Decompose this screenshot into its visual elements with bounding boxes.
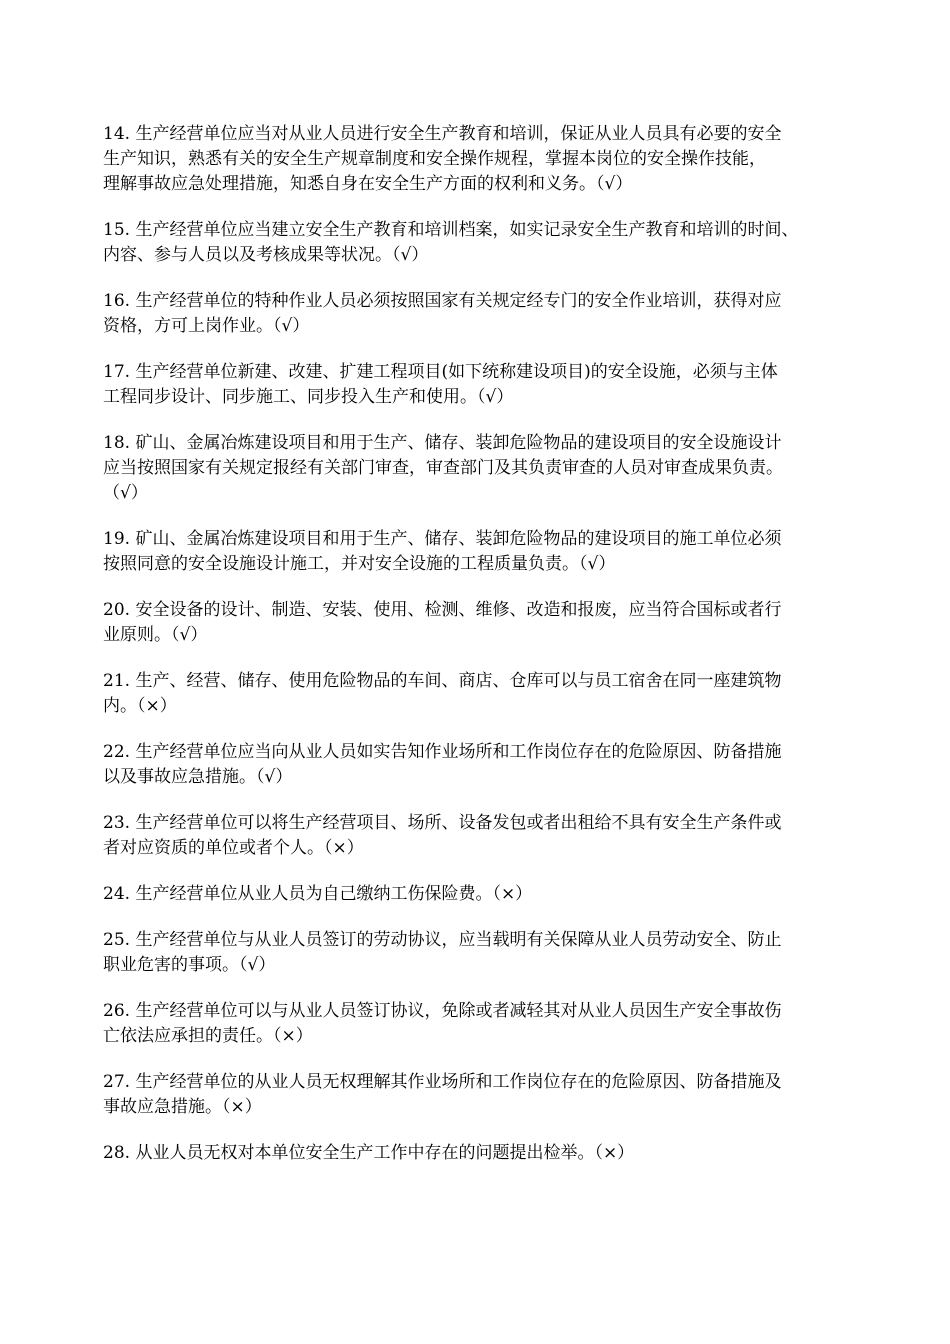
question-text-line: 18. 矿山、金属冶炼建设项目和用于生产、储存、装卸危险物品的建设项目的安全设施设计	[103, 433, 782, 453]
question-list	[103, 122, 873, 1187]
question-text-line: 27. 生产经营单位的从业人员无权理解其作业场所和工作岗位存在的危险原因、防备措施及	[103, 1072, 782, 1092]
question-text-line: 内。（×）	[103, 696, 177, 716]
question-item	[103, 527, 873, 577]
question-text-line: 25. 生产经营单位与从业人员签订的劳动协议，应当载明有关保障从业人员劳动安全、防止	[103, 930, 782, 950]
question-text-line: 生产知识，熟悉有关的安全生产规章制度和安全操作规程，掌握本岗位的安全操作技能，	[103, 149, 766, 169]
question-text-line: 事故应急措施。（×）	[103, 1097, 262, 1117]
question-item	[103, 1070, 873, 1120]
question-item	[103, 598, 873, 648]
question-text-line: 15. 生产经营单位应当建立安全生产教育和培训档案，如实记录安全生产教育和培训的时间、	[103, 220, 799, 240]
question-text-line: 者对应资质的单位或者个人。（×）	[103, 838, 364, 858]
question-text-line: 28. 从业人员无权对本单位安全生产工作中存在的问题提出检举。（×）	[103, 1143, 635, 1163]
question-text-line: 应当按照国家有关规定报经有关部门审查，审查部门及其负责审查的人员对审查成果负责。	[103, 458, 783, 478]
question-text-line: 23. 生产经营单位可以将生产经营项目、场所、设备发包或者出租给不具有安全生产条件或	[103, 813, 782, 833]
question-text-line: 内容、参与人员以及考核成果等状况。（√）	[103, 245, 429, 265]
question-text-line: 19. 矿山、金属冶炼建设项目和用于生产、储存、装卸危险物品的建设项目的施工单位必须	[103, 529, 782, 549]
question-item	[103, 928, 873, 978]
question-text-line: 16. 生产经营单位的特种作业人员必须按照国家有关规定经专门的安全作业培训，获得对应	[103, 291, 782, 311]
question-item	[103, 882, 873, 907]
question-item	[103, 1141, 873, 1166]
question-item	[103, 360, 873, 410]
question-item	[103, 289, 873, 339]
question-text-line: 22. 生产经营单位应当向从业人员如实告知作业场所和工作岗位存在的危险原因、防备措施	[103, 742, 782, 762]
question-text-line: 21. 生产、经营、储存、使用危险物品的车间、商店、仓库可以与员工宿舍在同一座建筑物	[103, 671, 782, 691]
question-text-line: 资格，方可上岗作业。（√）	[103, 316, 310, 336]
question-item	[103, 218, 873, 268]
question-item	[103, 431, 873, 506]
question-text-line: 按照同意的安全设施设计施工，并对安全设施的工程质量负责。（√）	[103, 554, 616, 574]
question-item	[103, 811, 873, 861]
question-text-line: 24. 生产经营单位从业人员为自己缴纳工伤保险费。（×）	[103, 884, 533, 904]
question-text-line: 职业危害的事项。（√）	[103, 955, 276, 975]
question-text-line: （√）	[103, 483, 148, 503]
question-text-line: 理解事故应急处理措施，知悉自身在安全生产方面的权利和义务。（√）	[103, 174, 633, 194]
question-text-line: 业原则。（√）	[103, 625, 208, 645]
question-item	[103, 999, 873, 1049]
question-item	[103, 122, 873, 197]
question-text-line: 17. 生产经营单位新建、改建、扩建工程项目(如下统称建设项目)的安全设施，必须与主体	[103, 362, 778, 382]
question-item	[103, 669, 873, 719]
question-item	[103, 740, 873, 790]
question-text-line: 以及事故应急措施。（√）	[103, 767, 293, 787]
question-text-line: 20. 安全设备的设计、制造、安装、使用、检测、维修、改造和报废，应当符合国标或者行	[103, 600, 782, 620]
question-text-line: 14. 生产经营单位应当对从业人员进行安全生产教育和培训，保证从业人员具有必要的安全	[103, 124, 782, 144]
question-text-line: 26. 生产经营单位可以与从业人员签订协议，免除或者减轻其对从业人员因生产安全事故伤	[103, 1001, 782, 1021]
question-text-line: 亡依法应承担的责任。（×）	[103, 1026, 313, 1046]
question-text-line: 工程同步设计、同步施工、同步投入生产和使用。（√）	[103, 387, 514, 407]
